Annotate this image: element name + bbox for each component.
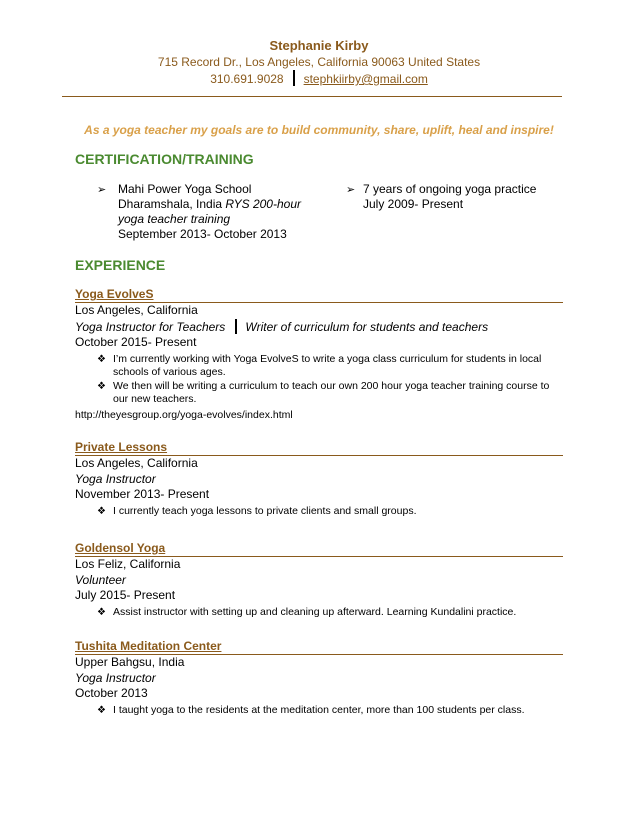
job-role-secondary: Writer of curriculum for students and teachers bbox=[245, 319, 489, 334]
contact-line bbox=[0, 70, 638, 86]
job-entry bbox=[75, 440, 563, 518]
email-link[interactable]: stephkiirby@gmail.com bbox=[303, 72, 428, 86]
job-role: Yoga Instructor bbox=[75, 471, 156, 486]
header-divider bbox=[62, 96, 562, 97]
job-entry bbox=[75, 639, 563, 717]
job-location: Upper Bahgsu, India bbox=[75, 655, 185, 669]
job-location: Los Feliz, California bbox=[75, 557, 181, 571]
job-dates: July 2015- Present bbox=[75, 588, 176, 602]
diamond-bullet-icon: ❖ bbox=[97, 353, 106, 365]
job-title: Tushita Meditation Center bbox=[75, 639, 563, 655]
job-bullet: ❖ I taught yoga to the residents at the meditation center, more than 100 students per class. bbox=[97, 703, 525, 716]
job-bullet: ❖ I’m currently working with Yoga EvolveS to write a yoga class curriculum for students in local schools of various ages. bbox=[97, 352, 542, 378]
job-title: Yoga EvolveS bbox=[75, 287, 563, 303]
job-dates: October 2013 bbox=[75, 686, 148, 700]
certification-item-left: Mahi Power Yoga School Dharamshala, India RYS 200-hour yoga teacher training September 2013- October 2013 bbox=[118, 182, 301, 241]
job-bullet: ❖ I currently teach yoga lessons to private clients and small groups. bbox=[97, 504, 417, 517]
job-url[interactable]: http://theyesgroup.org/yoga-evolves/index.html bbox=[75, 408, 293, 421]
diamond-bullet-icon: ❖ bbox=[97, 606, 106, 618]
resume-name: Stephanie Kirby bbox=[269, 38, 369, 53]
arrow-bullet-icon: ➢ bbox=[97, 184, 107, 196]
arrow-bullet-icon: ➢ bbox=[346, 184, 356, 196]
certification-item-right: 7 years of ongoing yoga practice July 2009- Present bbox=[363, 182, 537, 211]
diamond-bullet-icon: ❖ bbox=[97, 505, 106, 517]
job-bullet: ❖ Assist instructor with setting up and cleaning up afterward. Learning Kundalini practice. bbox=[97, 605, 517, 618]
job-location: Los Angeles, California bbox=[75, 456, 198, 470]
diamond-bullet-icon: ❖ bbox=[97, 380, 106, 392]
job-location: Los Angeles, California bbox=[75, 303, 198, 317]
contact-separator bbox=[293, 70, 295, 86]
experience-heading: EXPERIENCE bbox=[75, 257, 166, 273]
job-dates: November 2013- Present bbox=[75, 487, 210, 501]
job-bullet: ❖ We then will be writing a curriculum to teach our own 200 hour yoga teacher training course to our new teachers. bbox=[97, 379, 550, 405]
address-line: 715 Record Dr., Los Angeles, California 90063 United States bbox=[157, 55, 481, 69]
phone-number: 310.691.9028 bbox=[210, 72, 284, 86]
job-entry bbox=[75, 287, 563, 422]
job-title: Goldensol Yoga bbox=[75, 541, 563, 557]
job-entry bbox=[75, 541, 563, 619]
certification-heading: CERTIFICATION/TRAINING bbox=[75, 151, 254, 167]
job-role: Yoga Instructor for Teachers bbox=[75, 319, 226, 334]
job-role: Yoga Instructor bbox=[75, 670, 156, 685]
objective-statement: As a yoga teacher my goals are to build community, share, uplift, heal and inspire! bbox=[84, 123, 554, 137]
job-title: Private Lessons bbox=[75, 440, 563, 456]
role-separator bbox=[235, 319, 237, 334]
job-role: Volunteer bbox=[75, 572, 126, 587]
diamond-bullet-icon: ❖ bbox=[97, 704, 106, 716]
job-dates: October 2015- Present bbox=[75, 335, 197, 349]
